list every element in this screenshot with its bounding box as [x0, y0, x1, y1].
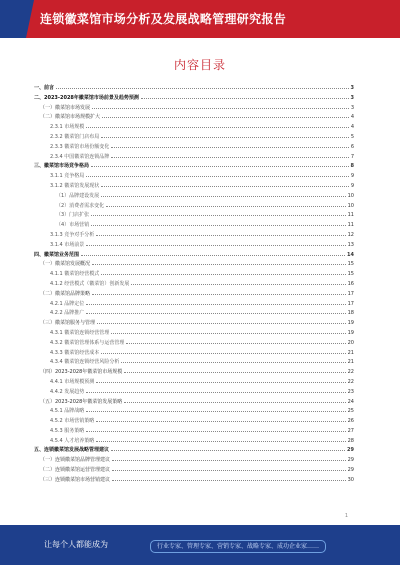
toc-entry-label: 三、徽菜馆市场竞争格局: [34, 163, 90, 170]
toc-entry-page: 4: [350, 114, 354, 121]
page-number: 1: [344, 513, 348, 519]
toc-leader-dots: [96, 420, 345, 422]
toc-entry[interactable]: [34, 358, 354, 368]
toc-leader-dots: [91, 224, 345, 226]
toc-entry-label: （二）徽菜馆市场规模扩大: [40, 114, 101, 121]
toc-leader-dots: [96, 440, 345, 442]
toc-entry-label: 4.3.2 徽菜馆管理体系与运营管理: [50, 339, 125, 346]
report-title: 连锁徽菜馆市场分析及发展战略管理研究报告: [40, 12, 287, 26]
toc-entry[interactable]: [34, 113, 354, 123]
toc-entry-label: 4.1.2 经营模式（徽菜馆）创新发展: [50, 280, 130, 287]
toc-leader-dots: [92, 107, 349, 109]
toc-heading: 内容目录: [173, 58, 226, 72]
toc-entry-page: 14: [347, 251, 354, 258]
toc-entry-page: 10: [347, 202, 354, 209]
toc-entry-label: 3.1.1 竞争格局: [50, 173, 85, 180]
toc-entry-page: 3: [350, 85, 354, 91]
toc-leader-dots: [106, 205, 345, 207]
toc-entry[interactable]: [34, 407, 354, 417]
toc-entry-label: 4.2.1 品牌定位: [50, 300, 85, 307]
toc-entry-label: 3.1.2 徽菜馆发展现状: [50, 182, 100, 189]
toc-entry-label: 2.3.1 市场规模: [50, 124, 85, 131]
toc-entry-label: 一、前言: [34, 85, 55, 91]
toc-entry[interactable]: [34, 104, 354, 114]
toc-entry-page: 18: [347, 310, 354, 317]
toc-entry-page: 3: [350, 94, 354, 101]
toc-leader-dots: [56, 87, 349, 89]
toc-entry[interactable]: [34, 202, 354, 212]
toc-entry-page: 22: [347, 378, 354, 385]
toc-leader-dots: [121, 361, 345, 363]
toc-entry[interactable]: [34, 368, 354, 378]
toc-entry-label: 4.5.1 品牌战略: [50, 408, 85, 415]
toc-leader-dots: [124, 371, 345, 373]
toc-entry[interactable]: [34, 123, 354, 133]
toc-entry[interactable]: [34, 211, 354, 221]
toc-entry[interactable]: [34, 241, 354, 251]
toc-entry-label: 五、连锁徽菜馆发展战略管理建议: [34, 447, 110, 454]
toc-entry-page: 11: [347, 222, 354, 229]
toc-entry-page: 7: [350, 153, 354, 160]
toc-leader-dots: [96, 381, 345, 383]
toc-entry[interactable]: [34, 270, 354, 280]
toc-entry-page: 12: [347, 231, 354, 238]
toc-entry-page: 20: [347, 339, 354, 346]
toc-leader-dots: [101, 273, 345, 275]
toc-entry[interactable]: [34, 446, 354, 456]
toc-entry[interactable]: [34, 398, 354, 408]
toc-entry-page: 17: [347, 300, 354, 307]
toc-entry[interactable]: [34, 94, 354, 104]
toc-entry-label: （二）徽菜馆品牌策略: [40, 290, 91, 297]
toc-entry-page: 26: [347, 418, 354, 425]
toc-entry-label: 二、2023-2028年徽菜馆市场前景及趋势预测: [34, 94, 139, 101]
toc-leader-dots: [101, 136, 349, 138]
toc-entry[interactable]: [34, 476, 354, 486]
footer-slogan: 让每个人都能成为: [44, 540, 108, 549]
toc-leader-dots: [91, 214, 345, 216]
toc-leader-dots: [92, 263, 346, 265]
toc-entry[interactable]: [34, 329, 354, 339]
toc-entry-page: 23: [347, 388, 354, 395]
toc-entry-label: 4.3.1 徽菜馆连锁经营管理: [50, 329, 110, 336]
toc-leader-dots: [101, 352, 345, 354]
toc-leader-dots: [111, 146, 348, 148]
toc-entry[interactable]: [34, 417, 354, 427]
toc-entry-label: 四、徽菜馆业务范围: [34, 251, 80, 258]
toc-leader-dots: [86, 312, 345, 314]
toc-leader-dots: [111, 449, 345, 451]
toc-entry-label: 4.5.4 人才培养策略: [50, 437, 95, 444]
toc-entry-page: 30: [347, 476, 354, 483]
toc-entry-label: （2）消费者需求变化: [56, 202, 105, 209]
toc-entry-page: 16: [347, 280, 354, 287]
toc-entry-page: 29: [347, 457, 354, 464]
toc-entry[interactable]: [34, 437, 354, 447]
toc-leader-dots: [86, 303, 345, 305]
toc-entry-label: 4.3.4 徽菜馆连锁经营风险分析: [50, 359, 120, 366]
toc-entry-page: 11: [347, 212, 354, 219]
toc-entry-page: 19: [347, 320, 354, 327]
toc-entry-label: 4.1.1 徽菜馆经营模式: [50, 271, 100, 278]
toc-entry-label: 3.1.4 市场前景: [50, 241, 85, 248]
toc-entry-page: 21: [347, 349, 354, 356]
toc-entry[interactable]: [34, 339, 354, 349]
toc-entry[interactable]: [34, 192, 354, 202]
toc-entry-label: （五）2023-2028年徽菜馆发展策略: [40, 398, 123, 405]
toc-entry-page: 27: [347, 427, 354, 434]
toc-entry[interactable]: [34, 427, 354, 437]
toc-entry-page: 10: [347, 192, 354, 199]
toc-leader-dots: [112, 469, 346, 471]
toc-entry-page: 9: [350, 173, 354, 180]
toc-leader-dots: [86, 410, 345, 412]
toc-entry-label: （四）2023-2028年徽菜馆市场规模: [40, 369, 123, 376]
toc-entry-label: 3.1.3 竞争对手分析: [50, 231, 95, 238]
toc-leader-dots: [101, 185, 349, 187]
toc-leader-dots: [96, 234, 345, 236]
toc-leader-dots: [92, 293, 346, 295]
toc-entry-page: 29: [347, 447, 354, 454]
toc-entry[interactable]: [34, 231, 354, 241]
toc-entry-label: （4）市场营销: [56, 222, 90, 229]
toc-entry[interactable]: [34, 260, 354, 270]
toc-entry-label: （一）连锁徽菜馆品牌管理建议: [40, 457, 111, 464]
toc-entry-page: 22: [347, 369, 354, 376]
toc-leader-dots: [91, 165, 349, 167]
toc-leader-dots: [111, 156, 348, 158]
toc-entry-page: 25: [347, 408, 354, 415]
toc-leader-dots: [131, 283, 345, 285]
toc-entry[interactable]: [34, 172, 354, 182]
toc-leader-dots: [124, 401, 345, 403]
toc-entry-page: 21: [347, 359, 354, 366]
toc-entry[interactable]: [34, 182, 354, 192]
toc-entry-label: 4.4.2 发展趋势: [50, 388, 85, 395]
toc-entry-page: 13: [347, 241, 354, 248]
toc-entry[interactable]: [34, 251, 354, 261]
toc-entry[interactable]: [34, 378, 354, 388]
toc-entry[interactable]: [34, 388, 354, 398]
toc-leader-dots: [141, 97, 349, 99]
toc-leader-dots: [101, 195, 345, 197]
toc-leader-dots: [126, 342, 345, 344]
toc-entry-label: （3）门店扩张: [56, 212, 90, 219]
toc-leader-dots: [86, 175, 349, 177]
toc-entry-page: 6: [350, 143, 354, 150]
toc-entry[interactable]: [34, 300, 354, 310]
toc-leader-dots: [81, 254, 345, 256]
toc-leader-dots: [86, 126, 349, 128]
header-tab-decoration: [0, 0, 26, 38]
toc-entry-page: 17: [347, 290, 354, 297]
toc-entry-page: 3: [350, 104, 354, 111]
toc-entry-label: （一）徽菜馆市场发展: [40, 104, 91, 111]
toc-leader-dots: [112, 459, 346, 461]
toc-entry-label: 2.3.3 徽菜馆市场份额变化: [50, 143, 110, 150]
toc-leader-dots: [86, 430, 345, 432]
footer-banner: [0, 525, 400, 565]
toc-entry-page: 24: [347, 398, 354, 405]
toc-entry[interactable]: [34, 280, 354, 290]
toc-entry-page: 15: [347, 261, 354, 268]
toc-entry-page: 28: [347, 437, 354, 444]
toc-entry-label: 4.3.3 徽菜馆经营成本: [50, 349, 100, 356]
toc-entry[interactable]: [34, 309, 354, 319]
toc-leader-dots: [86, 244, 345, 246]
table-of-contents: [34, 84, 354, 486]
toc-entry-page: 9: [350, 182, 354, 189]
toc-entry-label: 4.5.2 市场营销策略: [50, 418, 95, 425]
toc-leader-dots: [86, 391, 345, 393]
toc-entry[interactable]: [34, 153, 354, 163]
toc-entry[interactable]: [34, 84, 354, 94]
toc-entry-page: 19: [347, 329, 354, 336]
toc-entry-label: 4.5.3 服务策略: [50, 427, 85, 434]
footer-tags: 行业专家、管理专家、营销专家、战略专家、成功企业家……: [150, 540, 326, 553]
toc-entry[interactable]: [34, 221, 354, 231]
toc-entry[interactable]: [34, 162, 354, 172]
toc-entry-label: 2.3.2 徽菜馆门店布局: [50, 133, 100, 140]
toc-entry-label: 4.4.1 市场规模预测: [50, 378, 95, 385]
toc-leader-dots: [97, 322, 346, 324]
toc-entry[interactable]: [34, 133, 354, 143]
toc-entry-page: 5: [350, 133, 354, 140]
toc-entry[interactable]: [34, 319, 354, 329]
toc-entry-label: 2.3.4 中国徽菜馆连锁品牌: [50, 153, 110, 160]
toc-entry-page: 15: [347, 271, 354, 278]
toc-entry-label: （一）徽菜馆发展概况: [40, 261, 91, 268]
toc-entry-label: （二）连锁徽菜馆运营管理建议: [40, 467, 111, 474]
toc-entry[interactable]: [34, 466, 354, 476]
toc-leader-dots: [112, 479, 346, 481]
toc-leader-dots: [111, 332, 345, 334]
toc-entry[interactable]: [34, 290, 354, 300]
toc-entry[interactable]: [34, 456, 354, 466]
toc-entry-page: 8: [350, 163, 354, 170]
toc-entry[interactable]: [34, 143, 354, 153]
toc-entry-label: （三）连锁徽菜馆市场营销建议: [40, 476, 111, 483]
toc-entry-label: （三）徽菜馆服务与管理: [40, 320, 96, 327]
toc-entry-label: 4.2.2 品牌推广: [50, 310, 85, 317]
toc-entry[interactable]: [34, 349, 354, 359]
report-header: [0, 0, 400, 38]
toc-entry-label: （1）品牌建设发展: [56, 192, 100, 199]
toc-entry-page: 29: [347, 467, 354, 474]
toc-leader-dots: [102, 116, 349, 118]
toc-entry-page: 4: [350, 124, 354, 131]
